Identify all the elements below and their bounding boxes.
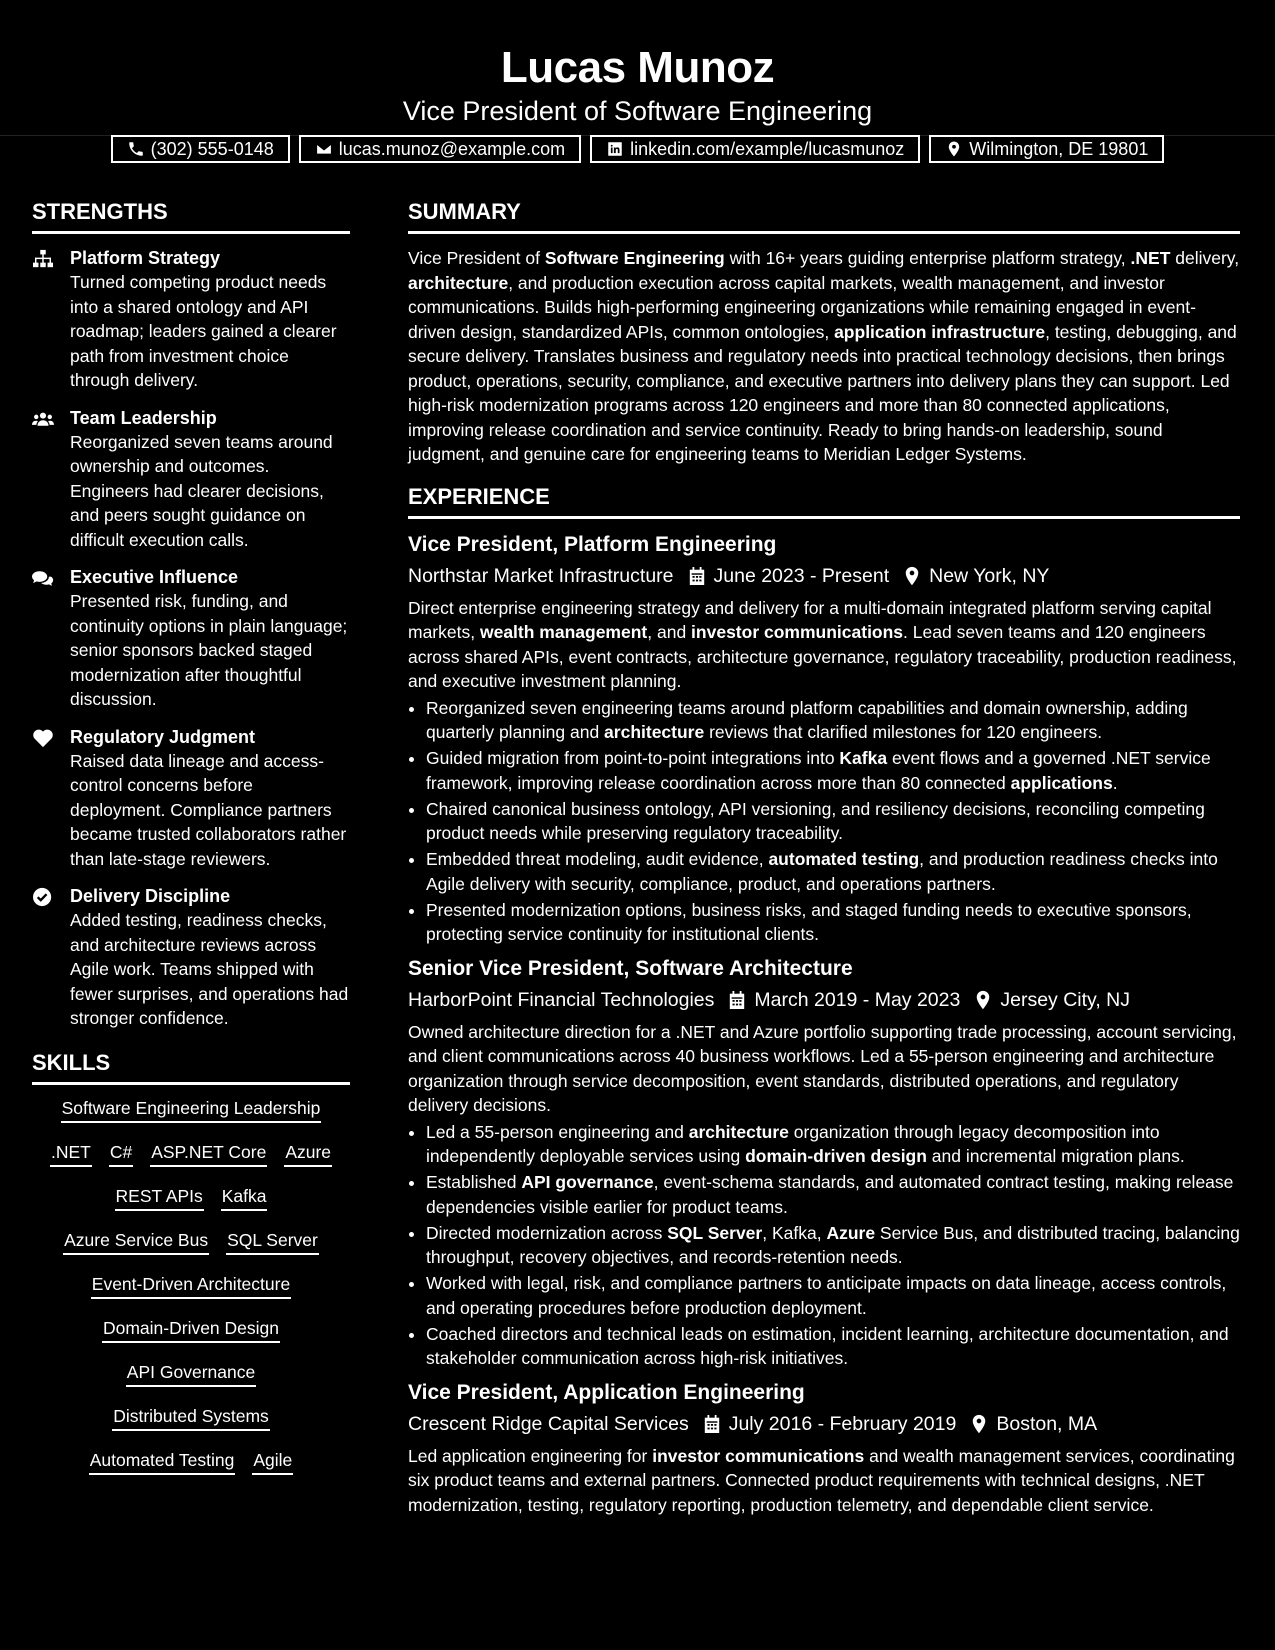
strength-desc: Presented risk, funding, and continuity options in plain language; senior sponsors backed staged modernization after thoughtful discussion. <box>70 591 348 709</box>
list-item: • Guided migration from point-to-point integrations into Kafka event flows and a governed .NET service framework, improving release coordination across more than 80 connected applications. <box>426 746 1240 795</box>
map-marker-icon <box>970 1414 988 1434</box>
sitemap-icon <box>32 249 54 269</box>
contact-linkedin-text: linkedin.com/example/lucasmunoz <box>630 139 905 159</box>
experience-list <box>408 531 1240 1518</box>
check-circle-icon <box>32 887 54 907</box>
strength-desc: Added testing, readiness checks, and architecture reviews across Agile work. Teams shipped with fewer surprises, and operations had stronger confidence. <box>70 910 349 1028</box>
experience-role <box>408 955 1240 1371</box>
experience-heading: EXPERIENCE <box>408 483 1240 519</box>
role-description: Led application engineering for investor communications and wealth management services, coordinating six product teams and external partners. Connected product requirements with technical designs, .NET modernization, testing, regulatory reporting, production telemetry, and dependable client service. <box>408 1445 1235 1515</box>
role-title: Vice President, Platform Engineering <box>408 532 777 556</box>
strength-item <box>32 246 350 393</box>
experience-role <box>408 1379 1240 1518</box>
strength-item <box>32 725 350 872</box>
skill-tag: Domain-Driven Design <box>102 1317 280 1343</box>
skill-tag: C# <box>109 1141 133 1167</box>
strength-desc: Raised data lineage and access-control concerns before deployment. Compliance partners became trusted collaborators rather than late-stage reviewers. <box>70 750 347 869</box>
skill-row <box>32 1185 350 1211</box>
strength-title: Executive Influence <box>70 567 239 587</box>
resume-header <box>0 0 1275 159</box>
left-column <box>32 198 350 1493</box>
skill-row <box>32 1229 350 1255</box>
role-location: New York, NY <box>929 564 1050 587</box>
calendar-icon <box>728 990 746 1010</box>
summary-text: Vice President of Software Engineering with 16+ years guiding enterprise platform strategy, .NET delivery, architecture, and production execution across capital markets, wealth management, and investor communications. Builds high-performing engineering organizations while remaining engaged in event-driven design, standardized APIs, common ontologies, application infrastructure, testing, debugging, and secure delivery. Translates business and regulatory needs into practical technology decisions, then brings product, operations, security, compliance, and executive partners into delivery plans they can support. Led high-risk modernization programs across 120 engineers and more than 80 connected applications, improving release coordination and service continuity. Ready to bring hands-on leadership, sound judgment, and genuine care for engineering teams to Meridian Ledger Systems. <box>408 248 1240 464</box>
role-bullets <box>408 1120 1240 1371</box>
skill-tag: Azure <box>284 1141 332 1167</box>
list-item: • Presented modernization options, business risks, and staged funding needs to executive sponsors, protecting service continuity for institutional clients. <box>426 898 1240 947</box>
contact-linkedin[interactable] <box>590 135 920 163</box>
skill-row <box>32 1317 350 1343</box>
linkedin-icon <box>606 140 624 158</box>
skill-row <box>32 1449 350 1475</box>
comments-icon <box>32 568 54 588</box>
list-item: • Coached directors and technical leads on estimation, incident learning, architecture documentation, and stakeholder communication across high-risk initiatives. <box>426 1322 1240 1371</box>
experience-role <box>408 531 1240 947</box>
strength-item <box>32 565 350 712</box>
role-dates: July 2016 - February 2019 <box>728 1412 957 1435</box>
list-item: • Reorganized seven engineering teams around platform capabilities and domain ownership, adding quarterly planning and architecture reviews that clarified milestones for 120 engineers. <box>426 696 1240 745</box>
list-item: • Established API governance, event-schema standards, and automated contract testing, making release dependencies visible earlier for product teams. <box>426 1170 1240 1219</box>
role-title: Senior Vice President, Software Architecture <box>408 956 853 980</box>
calendar-icon <box>688 566 706 586</box>
map-marker-icon <box>974 990 992 1010</box>
summary-heading: SUMMARY <box>408 198 1240 234</box>
role-description: Owned architecture direction for a .NET and Azure portfolio supporting trade processing, account servicing, and client communications across 40 business workflows. Led a 55-person engineering and architecture organization through service decomposition, event standards, distributed operations, and regulatory delivery decisions. <box>408 1021 1237 1115</box>
candidate-title: Vice President of Software Engineering <box>402 96 873 126</box>
skills-list <box>32 1097 350 1475</box>
skill-tag: Software Engineering Leadership <box>61 1097 322 1123</box>
role-description: Direct enterprise engineering strategy and delivery for a multi-domain integrated platform serving capital markets, wealth management, and investor communications. Lead seven teams and 120 engineers across shared APIs, event contracts, architecture governance, regulatory traceability, production readiness, and executive investment planning. <box>408 597 1237 691</box>
strength-desc: Turned competing product needs into a shared ontology and API roadmap; leaders gained a clearer path from investment choice through delivery. <box>70 272 337 390</box>
contact-email[interactable] <box>299 135 581 163</box>
skill-tag: .NET <box>50 1141 92 1167</box>
skill-row <box>32 1405 350 1431</box>
map-marker-icon <box>903 566 921 586</box>
contact-bar <box>0 135 1275 163</box>
skill-row <box>32 1361 350 1387</box>
skill-tag: Kafka <box>221 1185 268 1211</box>
right-column <box>408 198 1240 1517</box>
skill-tag: Automated Testing <box>89 1449 236 1475</box>
strength-title: Team Leadership <box>70 407 217 428</box>
role-dates: June 2023 - Present <box>713 564 890 587</box>
strength-item <box>32 406 350 553</box>
strength-title: Delivery Discipline <box>70 886 231 906</box>
role-company: Northstar Market Infrastructure <box>408 564 674 587</box>
contact-email-text: lucas.munoz@example.com <box>338 139 566 159</box>
role-bullets <box>408 696 1240 947</box>
contact-location-text: Wilmington, DE 19801 <box>969 139 1149 159</box>
role-title: Vice President, Application Engineering <box>408 1380 805 1404</box>
role-meta <box>408 986 1240 1014</box>
skill-tag: API Governance <box>126 1361 256 1387</box>
skill-row <box>32 1141 350 1167</box>
users-icon <box>32 409 54 429</box>
list-item: • Embedded threat modeling, audit evidence, automated testing, and production readiness checks into Agile delivery with security, compliance, product, and operations partners. <box>426 847 1240 896</box>
strengths-heading: STRENGTHS <box>32 198 350 234</box>
map-marker-icon <box>945 140 963 158</box>
envelope-icon <box>315 140 333 158</box>
strength-item <box>32 884 350 1031</box>
skill-row <box>32 1273 350 1299</box>
contact-location[interactable] <box>929 135 1164 163</box>
strength-title: Platform Strategy <box>70 248 221 268</box>
contact-phone[interactable] <box>111 135 290 163</box>
role-company: Crescent Ridge Capital Services <box>408 1412 689 1435</box>
contact-phone-text: (302) 555-0148 <box>150 139 274 159</box>
role-dates: March 2019 - May 2023 <box>754 988 961 1011</box>
list-item: • Chaired canonical business ontology, API versioning, and resiliency decisions, reconciling competing product needs while preserving regulatory traceability. <box>426 797 1240 846</box>
skill-tag: Event-Driven Architecture <box>91 1273 291 1299</box>
skill-tag: Agile <box>252 1449 293 1475</box>
role-company: HarborPoint Financial Technologies <box>408 988 715 1011</box>
skill-tag: REST APIs <box>115 1185 204 1211</box>
skills-heading: SKILLS <box>32 1049 350 1085</box>
list-item: • Worked with legal, risk, and compliance partners to anticipate impacts on data lineage, access controls, and operating procedures before production deployment. <box>426 1271 1240 1320</box>
skill-tag: ASP.NET Core <box>150 1141 267 1167</box>
candidate-name: Lucas Munoz <box>500 43 775 92</box>
role-meta <box>408 562 1240 590</box>
role-meta <box>408 1410 1240 1438</box>
skill-tag: Distributed Systems <box>112 1405 270 1431</box>
strength-desc: Reorganized seven teams around ownership and outcomes. Engineers had clearer decisions, and peers sought guidance on difficult execution calls. <box>70 431 333 550</box>
skill-tag: SQL Server <box>226 1229 319 1255</box>
list-item: • Led a 55-person engineering and architecture organization through legacy decomposition into independently deployable services using domain-driven design and incremental migration plans. <box>426 1120 1240 1169</box>
heart-icon <box>32 728 54 748</box>
strength-title: Regulatory Judgment <box>70 726 256 747</box>
skill-tag: Azure Service Bus <box>63 1229 209 1255</box>
role-location: Jersey City, NJ <box>1000 988 1131 1011</box>
calendar-icon <box>703 1414 721 1434</box>
list-item: • Directed modernization across SQL Server, Kafka, Azure Service Bus, and distributed tracing, balancing throughput, recovery objectives, and records-retention needs. <box>426 1221 1240 1270</box>
role-location: Boston, MA <box>996 1412 1098 1435</box>
skill-row <box>32 1097 350 1123</box>
phone-icon <box>127 140 145 158</box>
